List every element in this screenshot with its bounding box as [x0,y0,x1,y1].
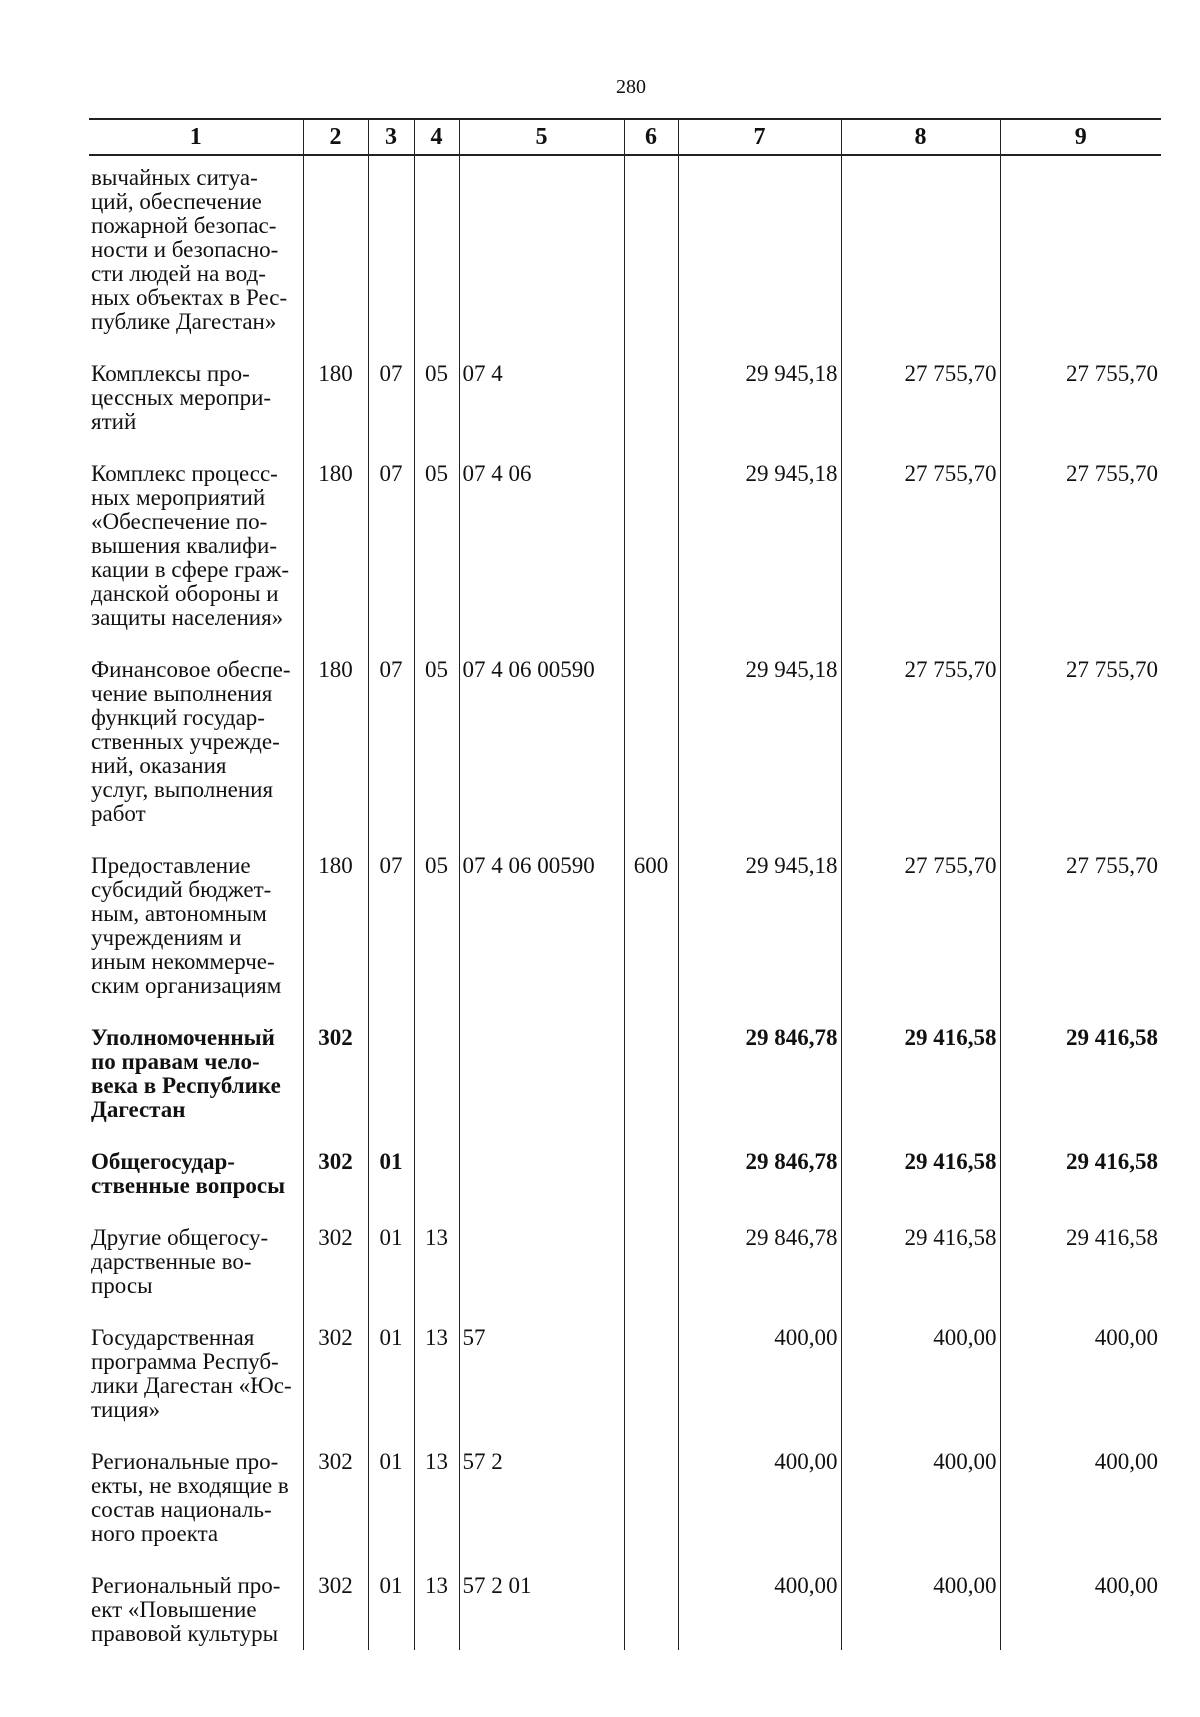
cell-expense-type [624,462,678,658]
cell-section: 07 [368,658,414,854]
item-name-line: Комплекс процесс- [91,461,278,486]
cell-subsection: 13 [414,1226,459,1326]
item-name-line: тиция» [91,1397,161,1422]
cell-amount-col7: 29 945,18 [678,462,841,658]
item-name-line: ским организациям [91,973,282,998]
cell-amount-col8: 27 755,70 [841,462,1000,658]
item-name-line: данской обороны и [91,581,279,606]
table-body [89,155,1161,1650]
cell-section [368,1026,414,1150]
cell-admin-code: 180 [303,362,368,462]
cell-admin-code: 302 [303,1026,368,1150]
cell-amount-col7: 29 945,18 [678,658,841,854]
cell-item-name [89,462,303,658]
cell-item-name [89,1150,303,1226]
item-name-line: состав националь- [91,1497,272,1522]
cell-target-article: 07 4 06 [459,462,624,658]
item-name-line: Дагестан [91,1097,186,1122]
cell-admin-code: 302 [303,1326,368,1450]
cell-admin-code: 302 [303,1150,368,1226]
column-header: 4 [414,119,459,155]
table-row [89,1450,1161,1574]
cell-amount-col9: 29 416,58 [1000,1026,1161,1150]
item-name-line: пожарной безопас- [91,213,277,238]
cell-admin-code: 180 [303,658,368,854]
cell-amount-col7: 400,00 [678,1326,841,1450]
item-name-line: публике Дагестан» [91,309,277,334]
cell-section [368,155,414,362]
column-header: 3 [368,119,414,155]
cell-amount-col8: 27 755,70 [841,854,1000,1026]
cell-item-name [89,854,303,1026]
table-row [89,1574,1161,1650]
item-name-line: ций, обеспечение [91,189,262,214]
cell-target-article: 07 4 06 00590 [459,854,624,1026]
cell-item-name [89,1026,303,1150]
cell-subsection: 13 [414,1574,459,1650]
item-name-line: ственные вопросы [91,1173,286,1198]
budget-table [89,118,1161,1650]
item-name-line: лики Дагестан «Юс- [91,1373,292,1398]
column-header: 8 [841,119,1000,155]
cell-amount-col9: 27 755,70 [1000,362,1161,462]
cell-amount-col7: 29 945,18 [678,362,841,462]
cell-admin-code: 302 [303,1226,368,1326]
cell-subsection: 13 [414,1326,459,1450]
item-name-line: цессных меропри- [91,385,272,410]
cell-amount-col8: 29 416,58 [841,1226,1000,1326]
table-row [89,1026,1161,1150]
cell-section: 01 [368,1450,414,1574]
item-name-line: сти людей на вод- [91,261,266,286]
cell-amount-col7: 29 945,18 [678,854,841,1026]
item-name-line: екты, не входящие в [91,1473,289,1498]
item-name-line: защиты населения» [91,605,284,630]
item-name-line: учреждениям и [91,925,242,950]
item-name-line: Уполномоченный [91,1025,275,1050]
cell-target-article: 57 2 01 [459,1574,624,1650]
item-name-line: ний, оказания [91,753,227,778]
cell-target-article [459,155,624,362]
cell-item-name [89,1326,303,1450]
cell-amount-col8: 27 755,70 [841,362,1000,462]
page-number: 280 [616,76,646,98]
cell-target-article: 07 4 06 00590 [459,658,624,854]
item-name-line: ного проекта [91,1521,219,1546]
column-header: 5 [459,119,624,155]
cell-amount-col8: 400,00 [841,1450,1000,1574]
item-name-line: Другие общегосу- [91,1225,269,1250]
cell-expense-type [624,1574,678,1650]
cell-amount-col7: 29 846,78 [678,1150,841,1226]
item-name-line: программа Респуб- [91,1349,279,1374]
cell-item-name [89,1574,303,1650]
cell-section: 01 [368,1574,414,1650]
cell-target-article: 07 4 [459,362,624,462]
cell-expense-type [624,1226,678,1326]
cell-expense-type [624,1026,678,1150]
item-name-line: ятий [91,409,137,434]
table-row [89,854,1161,1026]
cell-amount-col7: 400,00 [678,1574,841,1650]
column-header: 1 [89,119,303,155]
cell-section: 01 [368,1226,414,1326]
cell-amount-col9: 400,00 [1000,1326,1161,1450]
item-name-line: Государственная [91,1325,255,1350]
cell-amount-col8: 29 416,58 [841,1150,1000,1226]
cell-admin-code: 180 [303,462,368,658]
cell-admin-code: 302 [303,1450,368,1574]
item-name-line: вычайных ситуа- [91,165,258,190]
item-name-line: ности и безопасно- [91,237,279,262]
item-name-line: вышения квалифи- [91,533,277,558]
table-row [89,1150,1161,1226]
item-name-line: функций государ- [91,705,265,730]
item-name-line: услуг, выполнения [91,777,274,802]
cell-expense-type [624,155,678,362]
table-row [89,1326,1161,1450]
cell-target-article [459,1150,624,1226]
item-name-line: Комплексы про- [91,361,250,386]
cell-target-article [459,1226,624,1326]
cell-item-name [89,362,303,462]
item-name-line: Финансовое обеспе- [91,657,291,682]
cell-subsection: 13 [414,1450,459,1574]
item-name-line: кации в сфере граж- [91,557,290,582]
cell-subsection: 05 [414,462,459,658]
cell-item-name [89,1226,303,1326]
item-name-line: иным некоммерче- [91,949,275,974]
item-name-line: правовой культуры [91,1621,279,1646]
item-name-line: Общегосудар- [91,1149,235,1174]
cell-admin-code: 302 [303,1574,368,1650]
column-header: 2 [303,119,368,155]
cell-amount-col7: 29 846,78 [678,1226,841,1326]
item-name-line: просы [91,1273,153,1298]
cell-target-article: 57 [459,1326,624,1450]
item-name-line: века в Республике [91,1073,281,1098]
cell-section: 07 [368,462,414,658]
item-name-line: «Обеспечение по- [91,509,268,534]
cell-expense-type [624,658,678,854]
cell-target-article [459,1026,624,1150]
cell-amount-col7: 400,00 [678,1450,841,1574]
item-name-line: работ [91,801,146,826]
cell-subsection: 05 [414,658,459,854]
cell-item-name [89,155,303,362]
cell-target-article: 57 2 [459,1450,624,1574]
table-row [89,1226,1161,1326]
item-name-line: по правам чело- [91,1049,260,1074]
table-row [89,155,1161,362]
item-name-line: ект «Повышение [91,1597,257,1622]
cell-expense-type [624,1326,678,1450]
cell-admin-code: 180 [303,854,368,1026]
table-row [89,362,1161,462]
column-header: 9 [1000,119,1161,155]
cell-subsection [414,1150,459,1226]
table-header-row [89,119,1161,155]
item-name-line: Региональные про- [91,1449,279,1474]
item-name-line: ных объектах в Рес- [91,285,288,310]
cell-section: 07 [368,854,414,1026]
cell-amount-col7 [678,155,841,362]
cell-amount-col9: 27 755,70 [1000,854,1161,1026]
cell-amount-col8: 400,00 [841,1574,1000,1650]
item-name-line: Предоставление [91,853,251,878]
item-name-line: субсидий бюджет- [91,877,272,902]
cell-amount-col9 [1000,155,1161,362]
cell-amount-col8: 27 755,70 [841,658,1000,854]
cell-amount-col9: 400,00 [1000,1574,1161,1650]
cell-section: 01 [368,1150,414,1226]
cell-subsection [414,155,459,362]
cell-section: 01 [368,1326,414,1450]
cell-amount-col9: 400,00 [1000,1450,1161,1574]
cell-amount-col9: 29 416,58 [1000,1226,1161,1326]
budget-table-container [89,118,1161,1650]
cell-amount-col8: 29 416,58 [841,1026,1000,1150]
cell-subsection: 05 [414,854,459,1026]
cell-subsection [414,1026,459,1150]
item-name-line: ных мероприятий [91,485,266,510]
column-header: 6 [624,119,678,155]
cell-expense-type: 600 [624,854,678,1026]
item-name-line: дарственные во- [91,1249,252,1274]
table-row [89,462,1161,658]
table-row [89,658,1161,854]
cell-amount-col8: 400,00 [841,1326,1000,1450]
cell-amount-col7: 29 846,78 [678,1026,841,1150]
cell-amount-col9: 29 416,58 [1000,1150,1161,1226]
cell-section: 07 [368,362,414,462]
cell-amount-col8 [841,155,1000,362]
cell-admin-code [303,155,368,362]
cell-expense-type [624,1450,678,1574]
cell-expense-type [624,1150,678,1226]
cell-amount-col9: 27 755,70 [1000,462,1161,658]
cell-expense-type [624,362,678,462]
cell-subsection: 05 [414,362,459,462]
item-name-line: ственных учрежде- [91,729,280,754]
cell-item-name [89,658,303,854]
cell-amount-col9: 27 755,70 [1000,658,1161,854]
cell-item-name [89,1450,303,1574]
item-name-line: чение выполнения [91,681,273,706]
column-header: 7 [678,119,841,155]
item-name-line: ным, автономным [91,901,267,926]
item-name-line: Региональный про- [91,1573,281,1598]
